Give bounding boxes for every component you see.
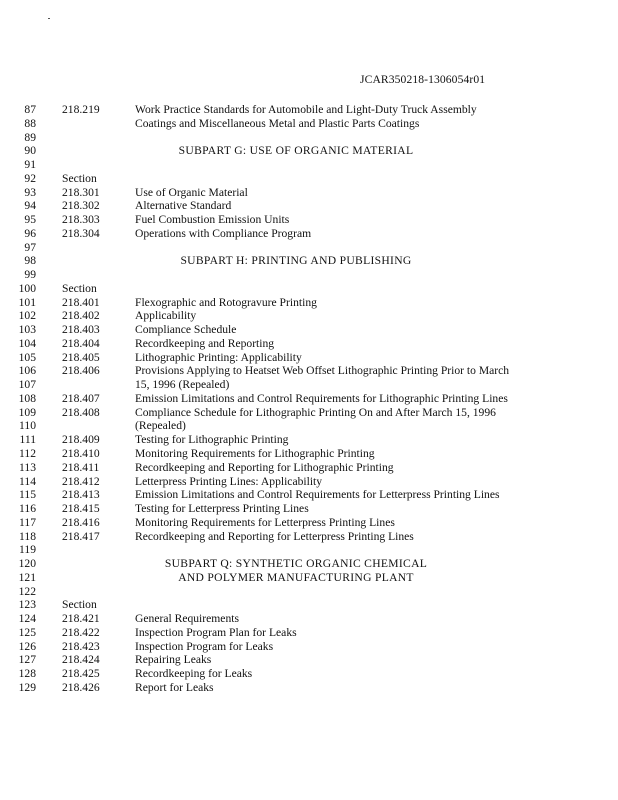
subpart-title: AND POLYMER MANUFACTURING PLANT xyxy=(178,570,414,584)
line-number: 122 xyxy=(18,584,36,598)
section-title: Applicability xyxy=(135,309,197,323)
section-number: 218.404 xyxy=(62,336,100,350)
section-title: Emission Limitations and Control Requirements for Lithographic Printing Lines xyxy=(135,391,508,405)
toc-line xyxy=(0,323,618,337)
section-number: 218.426 xyxy=(62,680,100,694)
toc-line xyxy=(0,241,618,255)
section-title: Recordkeeping and Reporting for Lithographic Printing xyxy=(135,460,394,474)
line-number: 101 xyxy=(18,295,36,309)
toc-line xyxy=(0,378,618,392)
section-title: Inspection Program Plan for Leaks xyxy=(135,625,297,639)
line-number: 97 xyxy=(24,240,36,254)
document-id-header: JCAR350218-1306054r01 xyxy=(360,73,486,86)
line-number: 95 xyxy=(24,213,36,227)
section-title: Monitoring Requirements for Lithographic Printing xyxy=(135,447,375,460)
line-number: 99 xyxy=(24,268,36,282)
line-number: 88 xyxy=(24,116,36,130)
section-title: Report for Leaks xyxy=(135,680,214,694)
line-number: 89 xyxy=(24,130,36,144)
subpart-heading-line xyxy=(0,557,618,571)
line-number: 117 xyxy=(19,515,36,529)
toc-line xyxy=(0,213,618,227)
section-number: 218.412 xyxy=(62,474,100,488)
section-title: Testing for Lithographic Printing xyxy=(135,433,289,447)
toc-line xyxy=(0,598,618,612)
section-number: 218.304 xyxy=(62,226,100,240)
subpart-heading-line xyxy=(0,254,618,268)
section-title: Repairing Leaks xyxy=(135,653,212,667)
line-number: 103 xyxy=(18,323,36,337)
line-number: 87 xyxy=(24,103,36,116)
line-number: 93 xyxy=(24,185,36,199)
section-number: 218.302 xyxy=(62,199,100,213)
section-title: Compliance Schedule for Lithographic Printing On and After March 15, 1996 xyxy=(135,405,496,419)
line-number: 105 xyxy=(18,350,36,364)
line-number: 107 xyxy=(18,378,36,392)
section-title: Fuel Combustion Emission Units xyxy=(135,213,290,227)
toc-line xyxy=(0,172,618,186)
section-title: Use of Organic Material xyxy=(135,185,248,199)
toc-line xyxy=(0,199,618,213)
section-number: 218.424 xyxy=(62,653,100,667)
line-number: 121 xyxy=(18,570,36,584)
line-number: 104 xyxy=(18,336,36,350)
line-number: 100 xyxy=(18,281,36,295)
section-title: Provisions Applying to Heatset Web Offset Lithographic Printing Prior to March xyxy=(135,364,510,378)
line-number: 94 xyxy=(24,199,36,213)
subpart-title: SUBPART H: PRINTING AND PUBLISHING xyxy=(180,254,412,268)
toc-line xyxy=(0,516,618,530)
toc-line xyxy=(0,103,618,117)
line-number: 108 xyxy=(18,391,36,405)
toc-line xyxy=(0,117,618,131)
line-number: 91 xyxy=(24,158,36,172)
section-title: Inspection Program for Leaks xyxy=(135,639,274,653)
subpart-title: SUBPART G: USE OF ORGANIC MATERIAL xyxy=(178,144,414,158)
toc-line xyxy=(0,309,618,323)
section-title: Flexographic and Rotogravure Printing xyxy=(135,295,317,309)
section-number: 218.405 xyxy=(62,350,100,364)
line-number: 116 xyxy=(19,502,36,516)
line-number: 112 xyxy=(19,447,36,460)
line-number: 106 xyxy=(18,364,36,378)
scan-speck xyxy=(48,18,50,19)
section-number: Section xyxy=(62,171,97,185)
section-number: 218.401 xyxy=(62,295,100,309)
line-number: 111 xyxy=(19,433,36,447)
section-number: 218.407 xyxy=(62,391,100,405)
section-title: Recordkeeping for Leaks xyxy=(135,667,253,681)
line-number: 129 xyxy=(18,680,36,694)
line-number: 120 xyxy=(18,557,36,571)
line-number: 102 xyxy=(18,309,36,323)
toc-line xyxy=(0,337,618,351)
subpart-heading-line xyxy=(0,144,618,158)
section-number: 218.413 xyxy=(62,488,100,502)
toc-line xyxy=(0,131,618,145)
toc-line xyxy=(0,543,618,557)
section-number: 218.425 xyxy=(62,667,100,681)
line-number: 90 xyxy=(24,144,36,158)
toc-line xyxy=(0,653,618,667)
section-title: 15, 1996 (Repealed) xyxy=(135,378,230,392)
toc-line xyxy=(0,351,618,365)
section-title: Recordkeeping and Reporting xyxy=(135,336,275,350)
toc-line xyxy=(0,530,618,544)
toc-line xyxy=(0,433,618,447)
toc-line xyxy=(0,502,618,516)
section-title: Testing for Letterpress Printing Lines xyxy=(135,502,309,516)
toc-line xyxy=(0,475,618,489)
toc-line xyxy=(0,585,618,599)
section-number: 218.423 xyxy=(62,639,100,653)
section-number: 218.416 xyxy=(62,515,100,529)
line-number: 96 xyxy=(24,226,36,240)
subpart-heading-line xyxy=(0,571,618,585)
line-number: 128 xyxy=(18,667,36,681)
section-title: Operations with Compliance Program xyxy=(135,226,312,240)
line-number: 110 xyxy=(19,419,36,433)
section-number: 218.408 xyxy=(62,405,100,419)
section-number: 218.421 xyxy=(62,612,100,626)
section-number: 218.402 xyxy=(62,309,100,323)
toc-line xyxy=(0,461,618,475)
section-number: 218.409 xyxy=(62,433,100,447)
toc-line xyxy=(0,282,618,296)
line-number: 118 xyxy=(19,529,36,543)
section-number: 218.406 xyxy=(62,364,100,378)
section-title: Coatings and Miscellaneous Metal and Plastic Parts Coatings xyxy=(135,116,420,130)
section-title: Emission Limitations and Control Requirements for Letterpress Printing Lines xyxy=(135,488,500,502)
section-number: Section xyxy=(62,598,97,612)
section-title: Monitoring Requirements for Letterpress Printing Lines xyxy=(135,515,395,529)
section-title: Lithographic Printing: Applicability xyxy=(135,350,302,364)
section-number: 218.403 xyxy=(62,323,100,337)
section-number: 218.422 xyxy=(62,625,100,639)
section-title: (Repealed) xyxy=(135,419,186,433)
section-title: Letterpress Printing Lines: Applicability xyxy=(135,474,323,488)
toc-line xyxy=(0,488,618,502)
section-title: Alternative Standard xyxy=(135,199,232,213)
section-number: 218.415 xyxy=(62,502,100,516)
section-title: General Requirements xyxy=(135,612,239,626)
toc-line xyxy=(0,640,618,654)
section-number: 218.411 xyxy=(62,460,100,474)
line-number: 109 xyxy=(18,405,36,419)
section-title: Work Practice Standards for Automobile and Light-Duty Truck Assembly xyxy=(135,103,477,116)
section-title: Compliance Schedule xyxy=(135,323,237,337)
line-number: 115 xyxy=(19,488,36,502)
section-number: 218.410 xyxy=(62,447,100,460)
section-number: 218.301 xyxy=(62,185,100,199)
toc-line xyxy=(0,419,618,433)
line-number: 127 xyxy=(18,653,36,667)
toc-line xyxy=(0,268,618,282)
section-title: Recordkeeping and Reporting for Letterpress Printing Lines xyxy=(135,529,414,543)
toc-line xyxy=(0,186,618,200)
section-number: 218.219 xyxy=(62,103,100,116)
toc-line xyxy=(0,626,618,640)
toc-line xyxy=(0,681,618,695)
toc-line xyxy=(0,392,618,406)
line-number: 113 xyxy=(19,460,36,474)
line-number: 125 xyxy=(18,625,36,639)
toc-line xyxy=(0,612,618,626)
toc-line xyxy=(0,364,618,378)
line-number: 114 xyxy=(19,474,36,488)
section-number: 218.417 xyxy=(62,529,100,543)
section-number: Section xyxy=(62,281,97,295)
subpart-title: SUBPART Q: SYNTHETIC ORGANIC CHEMICAL xyxy=(164,557,428,571)
line-number: 119 xyxy=(19,543,36,557)
toc-line xyxy=(0,447,618,461)
line-number: 92 xyxy=(24,171,36,185)
line-number: 126 xyxy=(18,639,36,653)
toc-line xyxy=(0,158,618,172)
line-number: 98 xyxy=(24,254,36,268)
toc-line xyxy=(0,227,618,241)
toc-line xyxy=(0,667,618,681)
toc-line xyxy=(0,406,618,420)
toc-line xyxy=(0,296,618,310)
line-number: 124 xyxy=(18,612,36,626)
section-number: 218.303 xyxy=(62,213,100,227)
line-number: 123 xyxy=(18,598,36,612)
